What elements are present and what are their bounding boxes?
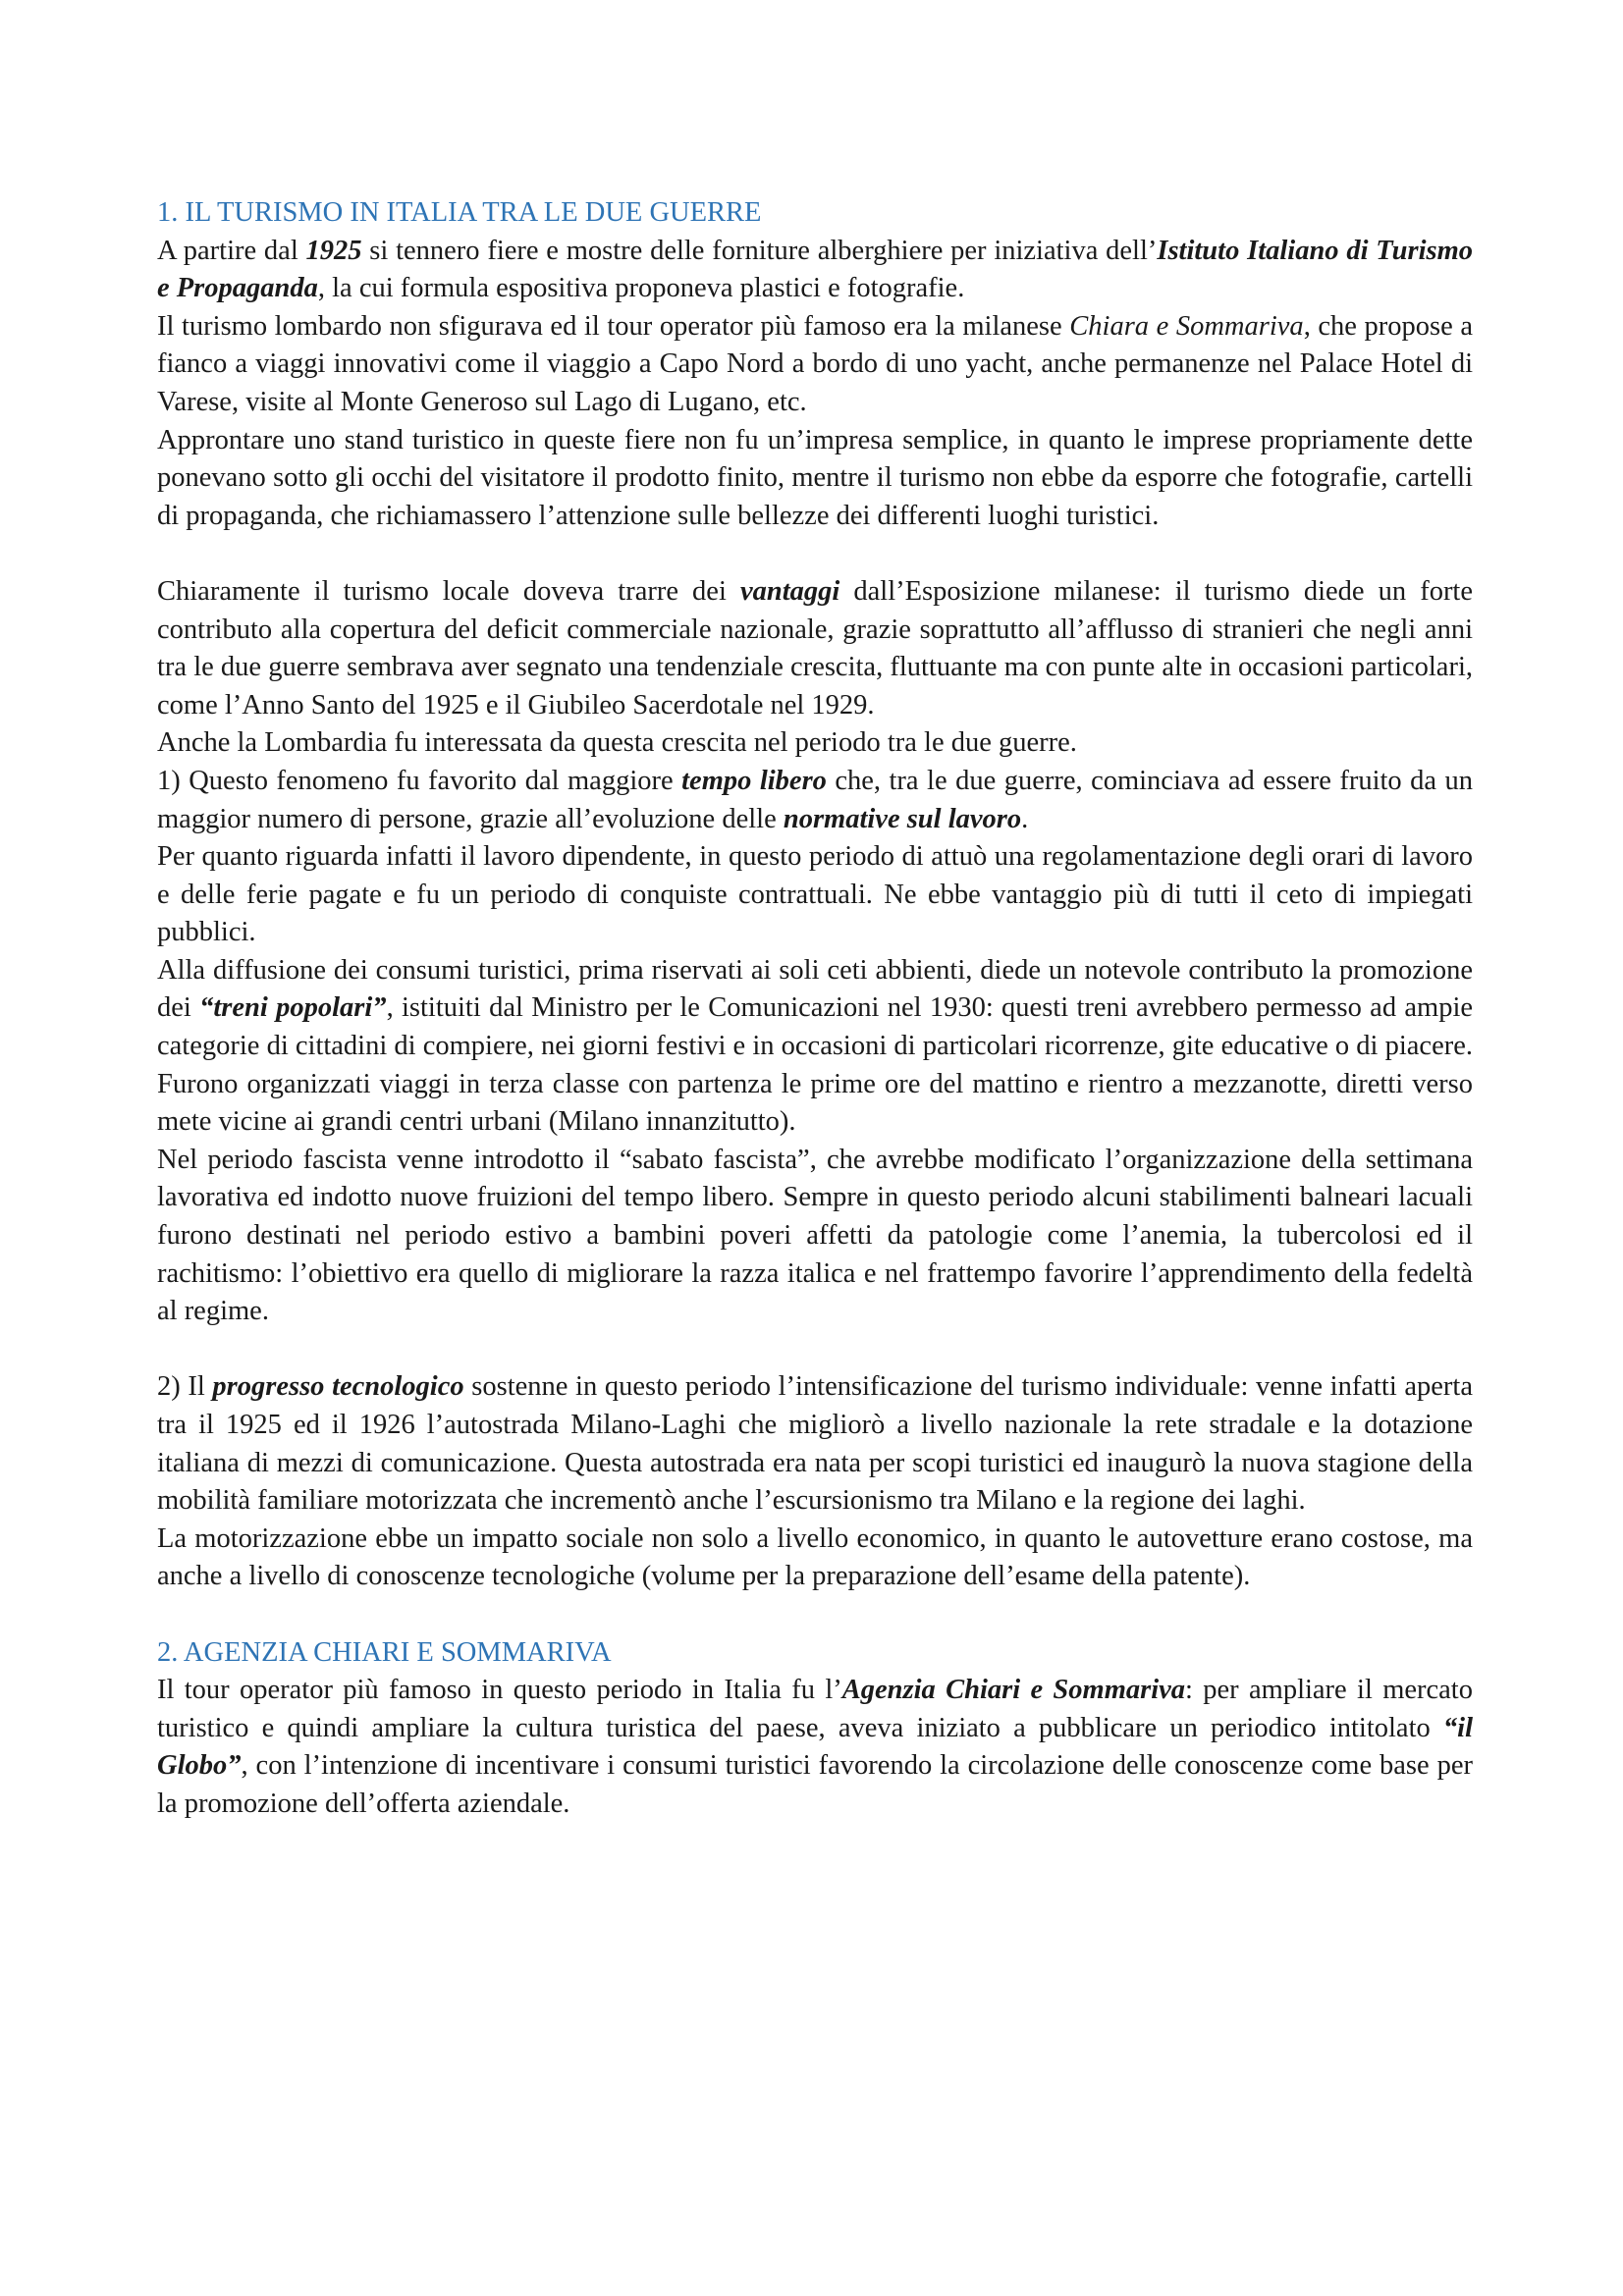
section-heading-turismo: 1. IL TURISMO IN ITALIA TRA LE DUE GUERRE <box>157 197 762 228</box>
paragraph-fiere <box>157 233 1473 308</box>
emphasis-vantaggi: vantaggi <box>739 575 840 607</box>
text-run: Alla diffusione dei consumi turistici, prima riservati ai soli ceti abbienti, diede un notevole contributo la promozione dei <box>157 954 1473 1024</box>
text-run: Chiaramente il turismo locale doveva trarre dei <box>157 575 740 607</box>
emphasis-tempo-libero: tempo libero <box>681 765 827 796</box>
paragraph-spacer <box>157 535 1473 573</box>
section-heading-agenzia: 2. AGENZIA CHIARI E SOMMARIVA <box>157 1636 612 1668</box>
text-run: si tennero fiere e mostre delle forniture alberghiere per iniziativa dell’ <box>361 235 1158 266</box>
emphasis-normative: normative sul lavoro <box>783 803 1022 834</box>
emphasis-treni-popolari: “treni popolari” <box>199 992 387 1024</box>
paragraph-agenzia <box>157 1672 1473 1823</box>
document-page <box>157 194 1473 1824</box>
text-run: , con l’intenzione di incentivare i consumi turistici favorendo la circolazione delle conoscenze come base per la promozione dell’offerta aziendale. <box>157 1750 1473 1819</box>
paragraph-motorizzazione: La motorizzazione ebbe un impatto sociale non solo a livello economico, in quanto le autovetture erano costose, ma anche a livello di conoscenze tecnologiche (volume per la preparazione dell’esame della patente). <box>157 1522 1473 1592</box>
emphasis-il-globo: “il Globo” <box>157 1712 1473 1782</box>
text-run: che, tra le due guerre, cominciava ad essere fruito da un maggior numero di persone, grazie all’evoluzione delle <box>157 765 1473 834</box>
text-run: : per ampliare il mercato turistico e quindi ampliare la cultura turistica del paese, aveva iniziato a pubblicare un periodico intitolato <box>157 1675 1473 1743</box>
paragraph-lombardia: Anche la Lombardia fu interessata da questa crescita nel periodo tra le due guerre. <box>157 727 1077 759</box>
emphasis-progresso: progresso tecnologico <box>212 1371 464 1403</box>
text-run: Il tour operator più famoso in questo periodo in Italia fu l’ <box>157 1675 842 1706</box>
paragraph-spacer <box>157 1596 1473 1634</box>
text-run: . <box>1021 803 1029 834</box>
paragraph-tempo-libero <box>157 763 1473 838</box>
emphasis-agenzia: Agenzia Chiari e Sommariva <box>841 1675 1186 1706</box>
paragraph-turismo-lombardo <box>157 308 1473 422</box>
paragraph-treni-popolari <box>157 952 1473 1142</box>
emphasis-year: 1925 <box>305 235 362 266</box>
text-run: 2) Il <box>157 1371 213 1403</box>
emphasis-agency-name: Chiara e Sommariva <box>1069 310 1304 342</box>
emphasis-istituto: Istituto Italiano di Turismo e Propaganda <box>157 235 1473 304</box>
paragraph-stand-turistico: Approntare uno stand turistico in queste fiere non fu un’impresa semplice, in quanto le imprese propriamente dette ponevano sotto gli occhi del visitatore il prodotto finito, mentre il turismo non ebbe da esporre che fotografie, cartelli di propaganda, che richiamassero l’attenzione sulle bellezze dei differenti luoghi turistici. <box>157 424 1473 531</box>
paragraph-progresso-tecnologico <box>157 1368 1473 1520</box>
text-run: 1) Questo fenomeno fu favorito dal maggiore <box>157 765 682 796</box>
text-run: dall’Esposizione milanese: il turismo diede un forte contributo alla copertura del deficit commerciale nazionale, grazie soprattutto all’afflusso di stranieri che negli anni tra le due guerre sembrava aver segnato una tendenziale crescita, fluttuante ma con punte alte in occasioni particolari, come l’Anno Santo del 1925 e il Giubileo Sacerdotale nel 1929. <box>157 575 1474 721</box>
text-run: , la cui formula espositiva proponeva plastici e fotografie. <box>317 273 965 304</box>
paragraph-lavoro-dipendente: Per quanto riguarda infatti il lavoro dipendente, in questo periodo di attuò una regolamentazione degli orari di lavoro e delle ferie pagate e fu un periodo di conquiste contrattuali. Ne ebbe vantaggio più di tutti il ceto di impiegati pubblici. <box>157 841 1473 948</box>
paragraph-spacer <box>157 1331 1473 1369</box>
text-run: Il turismo lombardo non sfigurava ed il tour operator più famoso era la milanese <box>157 310 1070 342</box>
text-run: , istituiti dal Ministro per le Comunicazioni nel 1930: questi treni avrebbero permesso ad ampie categorie di cittadini di compiere, nei giorni festivi e in occasioni di particolari ricorrenze, gite educative o di piacere. Furono organizzati viaggi in terza classe con partenza le prime ore del mattino e rientro a mezzanotte, diretti verso mete vicine ai grandi centri urbani (Milano innanzitutto). <box>157 992 1474 1138</box>
paragraph-sabato-fascista: Nel periodo fascista venne introdotto il “sabato fascista”, che avrebbe modificato l’organizzazione della settimana lavorativa ed indotto nuove fruizioni del tempo libero. Sempre in questo periodo alcuni stabilimenti balneari lacuali furono destinati nel periodo estivo a bambini poveri affetti da patologie come l’anemia, la tubercolosi ed il rachitismo: l’obiettivo era quello di migliorare la razza italica e nel frattempo favorire l’apprendimento della fedeltà al regime. <box>157 1144 1473 1327</box>
text-run: A partire dal <box>157 235 306 266</box>
text-run: , che propose a fianco a viaggi innovativi come il viaggio a Capo Nord a bordo di uno yacht, anche permanenze nel Palace Hotel di Varese, visite al Monte Generoso sul Lago di Lugano, etc. <box>157 310 1473 417</box>
text-run: sostenne in questo periodo l’intensificazione del turismo individuale: venne infatti aperta tra il 1925 ed il 1926 l’autostrada Milano-Laghi che migliorò a livello nazionale la rete stradale e la dotazione italiana di mezzi di comunicazione. Questa autostrada era nata per scopi turistici ed inaugurò la nuova stagione della mobilità familiare motorizzata che incrementò anche l’escursionismo tra Milano e la regione dei laghi. <box>157 1371 1473 1517</box>
paragraph-vantaggi <box>157 573 1473 724</box>
